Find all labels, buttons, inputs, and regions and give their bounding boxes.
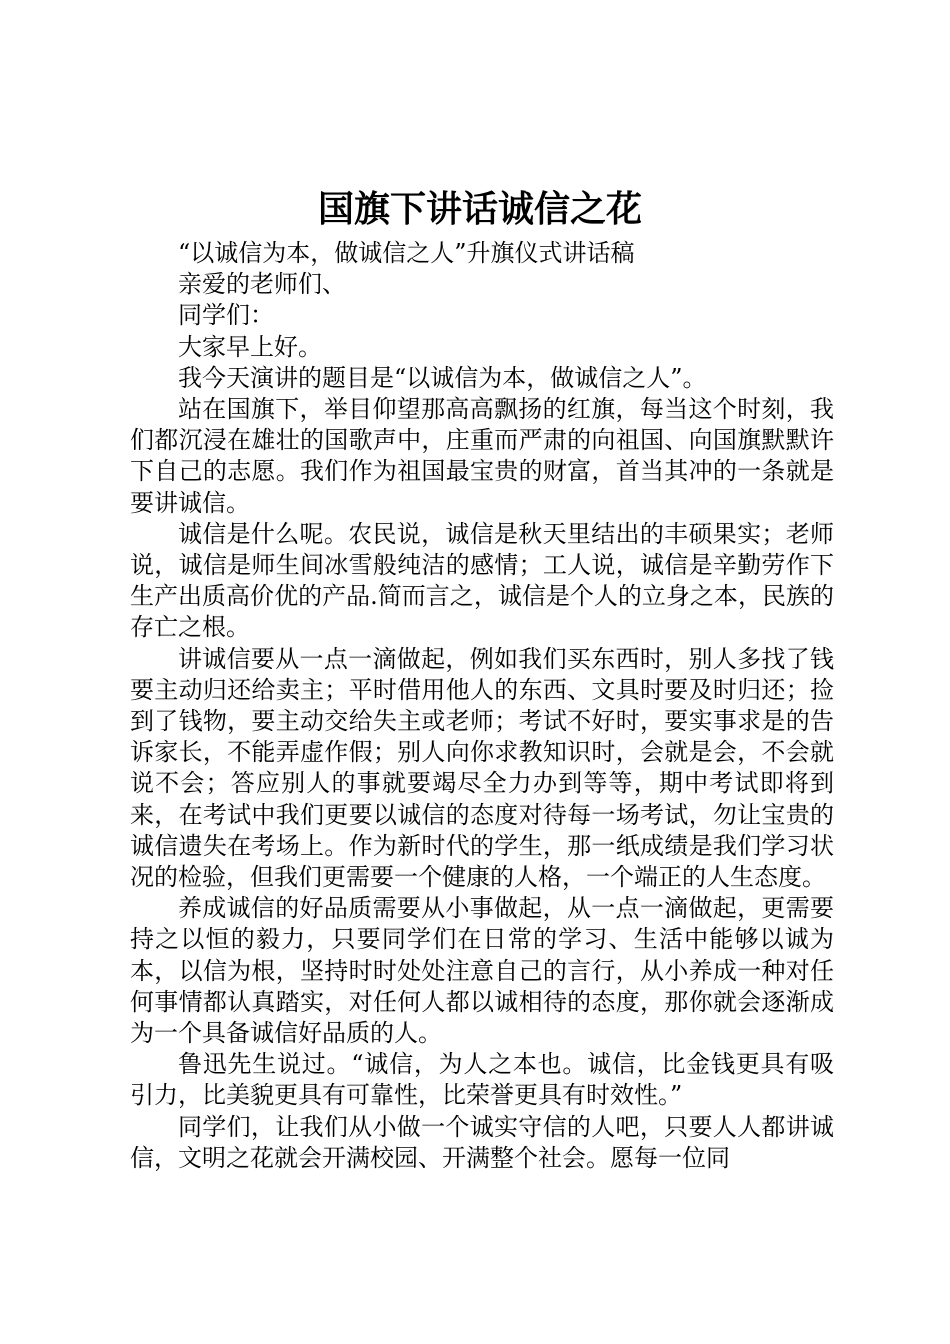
- salutation-teachers: 亲爱的老师们、: [178, 270, 346, 299]
- body-paragraph: 站在国旗下，举目仰望那高高飘扬的红旗，每当这个时刻，我们都沉浸在雄壮的国歌声中，庄重而严肃的向祖国、向国旗默默许下自己的志愿。我们作为祖国最宝贵的财富，首当其冲的一条就是要讲诚信。: [130, 395, 834, 517]
- speech-subtitle: “以诚信为本，做诚信之人”升旗仪式讲话稿: [178, 239, 635, 267]
- document-body: [130, 238, 834, 1174]
- quote-paragraph: 鲁迅先生说过。“诚信，为人之本也。诚信，比金钱更具有吸引力，比美貌更具有可靠性，比荣誉更具有时效性。”: [130, 1050, 834, 1110]
- body-paragraph: 讲诚信要从一点一滴做起，例如我们买东西时，别人多找了钱要主动归还给卖主；平时借用他人的东西、文具时要及时归还；捡到了钱物，要主动交给失主或老师；考试不好时，要实事求是的告诉家长，不能弄虚作假；别人向你求教知识时，会就是会，不会就说不会；答应别人的事就要竭尽全力办到等等，期中考试即将到来，在考试中我们更要以诚信的态度对待每一场考试，勿让宝贵的诚信遗失在考场上。作为新时代的学生，那一纸成绩是我们学习状况的检验，但我们更需要一个健康的人格，一个端正的人生态度。: [130, 644, 834, 892]
- greeting: 大家早上好。: [178, 332, 322, 361]
- body-paragraph: 养成诚信的好品质需要从小事做起，从一点一滴做起，更需要持之以恒的毅力，只要同学们在日常的学习、生活中能够以诚为本，以信为根，坚持时时处处注意自己的言行，从小养成一种对任何事情都认真踏实，对任何人都以诚相待的态度，那你就会逐渐成为一个具备诚信好品质的人。: [130, 894, 834, 1048]
- salutation-students: 同学们：: [178, 301, 274, 330]
- body-paragraph: 诚信是什么呢。农民说，诚信是秋天里结出的丰硕果实；老师说，诚信是师生间冰雪般纯洁的感情；工人说，诚信是辛勤劳作下生产出质高价优的产品.简而言之，诚信是个人的立身之本，民族的存亡之根。: [130, 519, 834, 642]
- speech-topic: 我今天演讲的题目是“以诚信为本，做诚信之人”。: [178, 363, 707, 392]
- document-title: 国旗下讲话诚信之花: [317, 188, 642, 230]
- body-paragraph: 同学们，让我们从小做一个诚实守信的人吧，只要人人都讲诚信，文明之花就会开满校园、开满整个社会。愿每一位同: [130, 1112, 834, 1172]
